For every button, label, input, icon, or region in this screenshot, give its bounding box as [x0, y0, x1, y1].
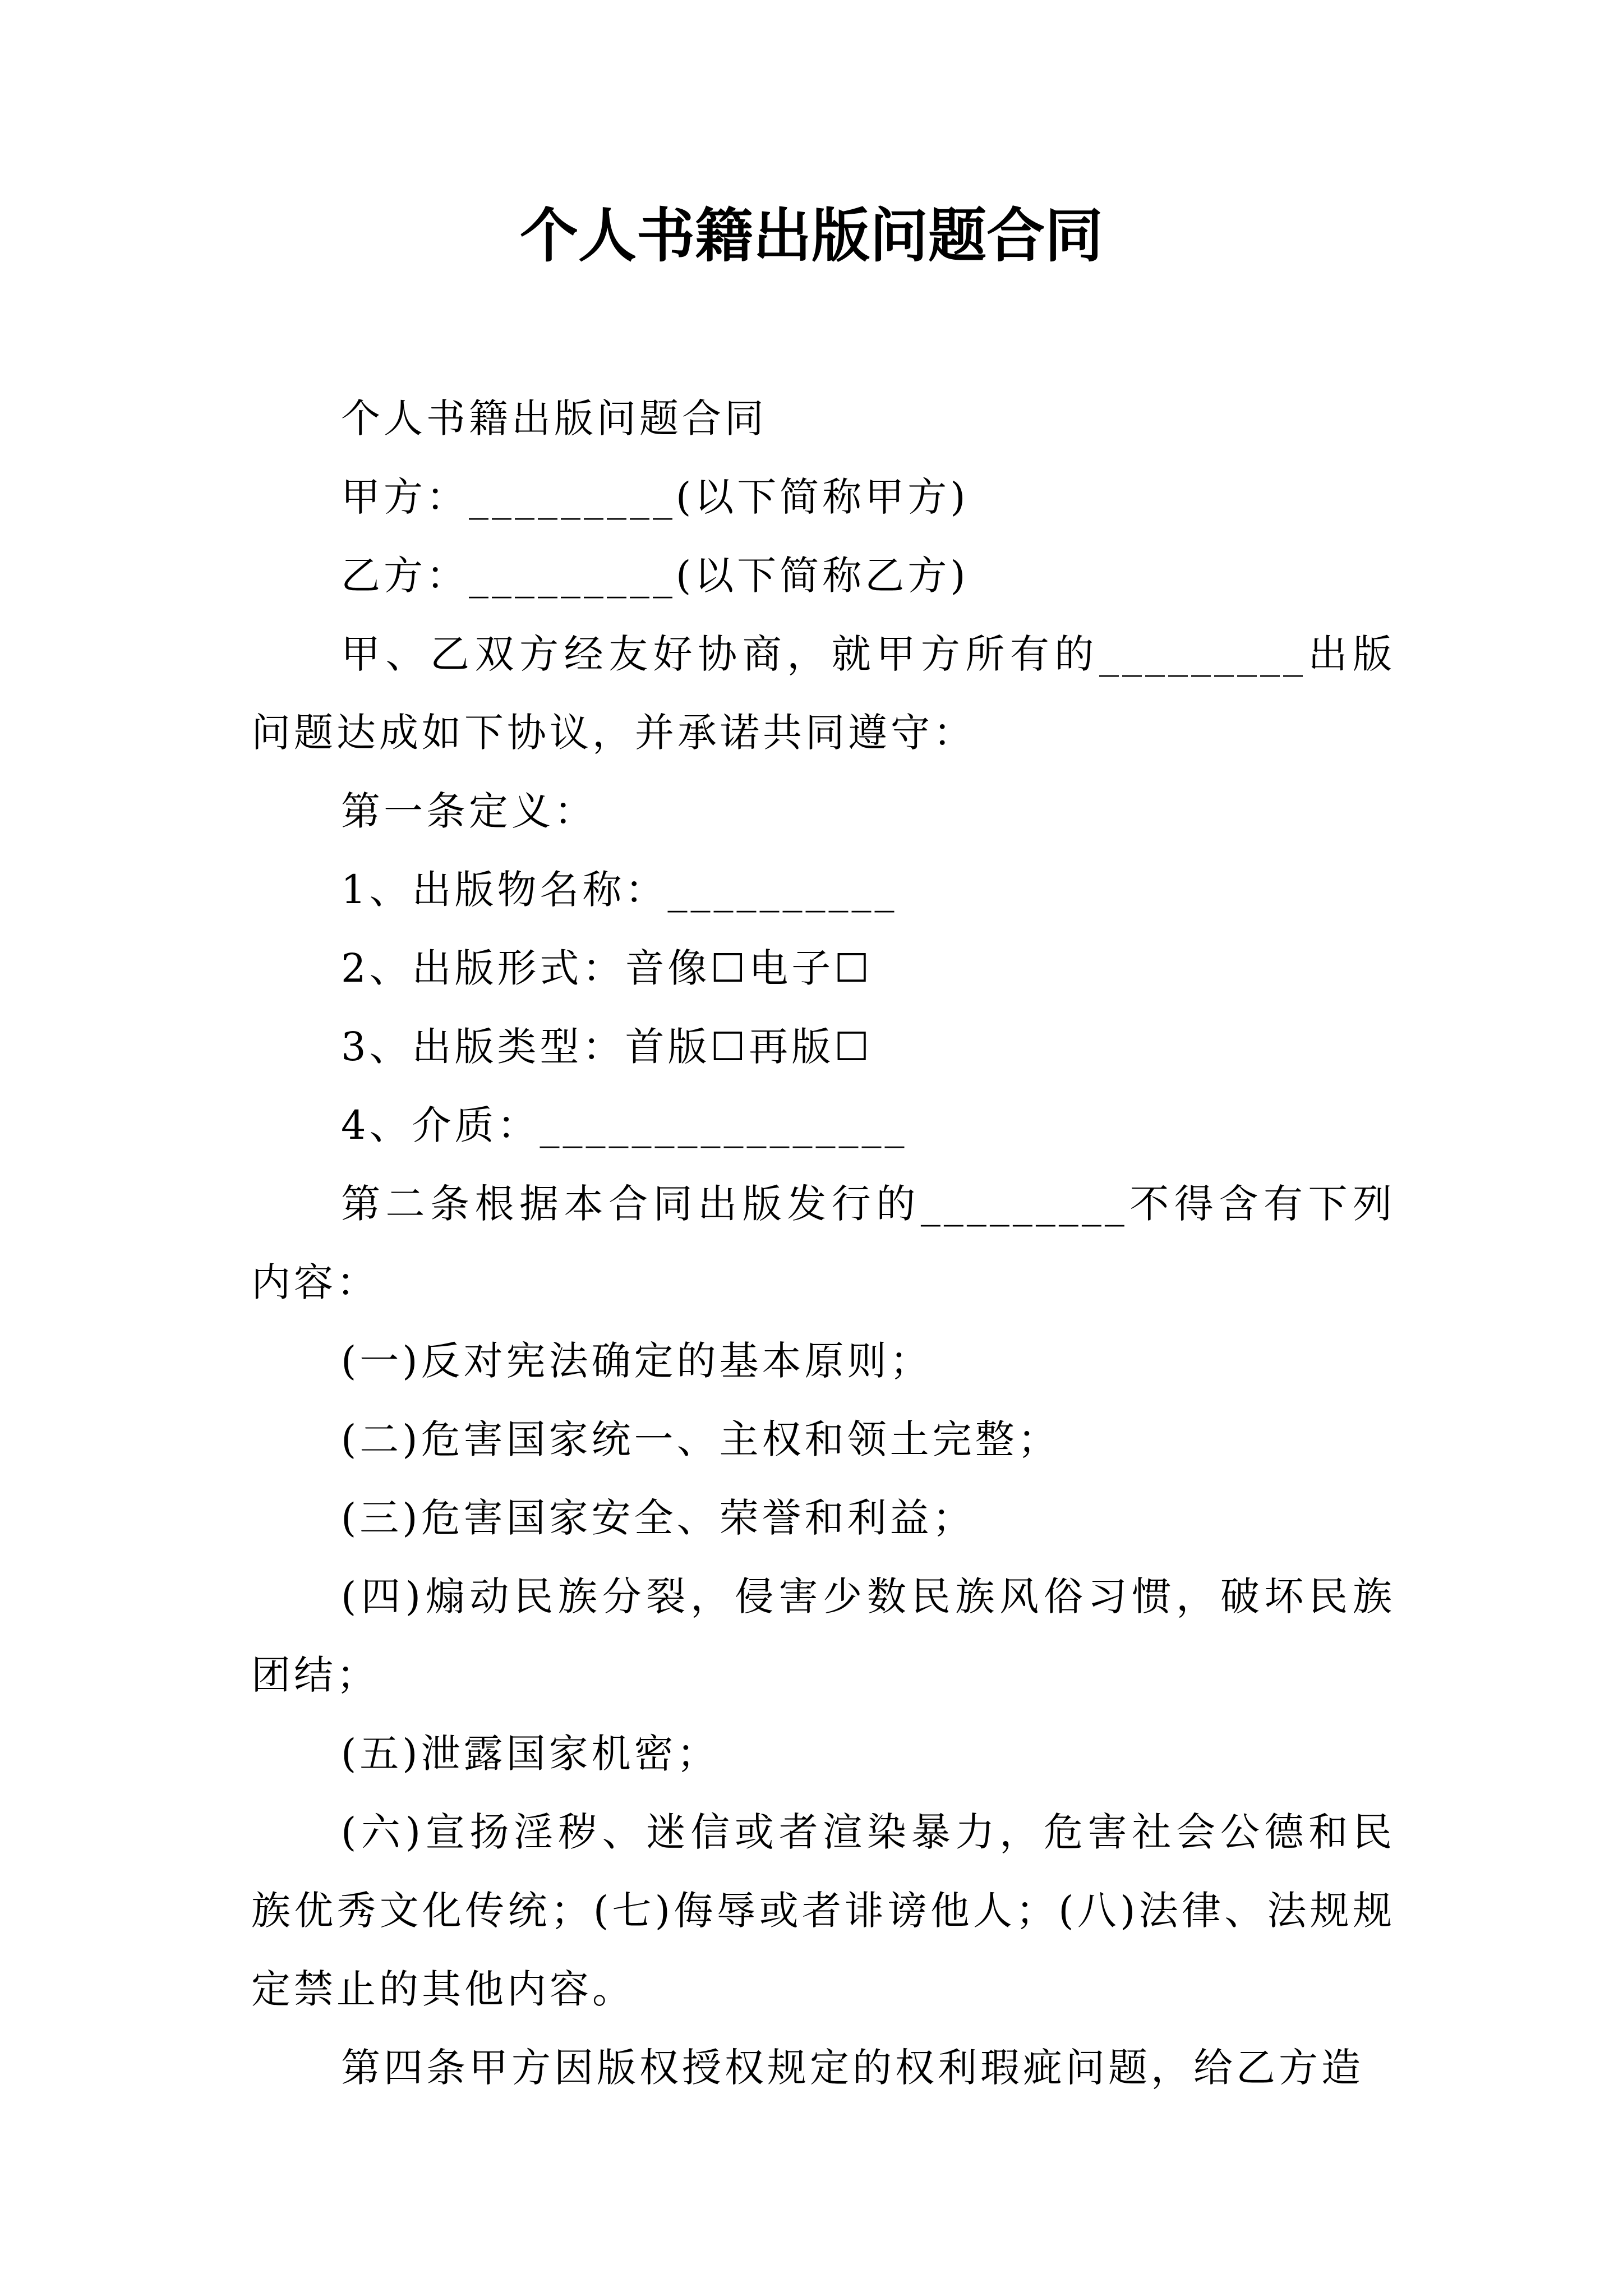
paragraph-clause-5: (五)泄露国家机密； — [341, 1731, 720, 1777]
document-title: 个人书籍出版问题合同 — [519, 201, 1103, 270]
paragraph-item-4: 4、介质：________________ — [341, 1102, 908, 1148]
paragraph-item-3: 3、出版类型：首版☐再版☐ — [341, 1024, 873, 1070]
paragraph-item-2: 2、出版形式：音像☐电子☐ — [341, 945, 873, 991]
paragraph-article-4: 第四条甲方因版权授权规定的权利瑕疵问题，给乙方造 — [341, 2045, 1364, 2091]
paragraph-clause-6: (六)宣扬淫秽、迷信或者渲染暴力，危害社会公德和民族优秀文化传统；(七)侮辱或者诽谤他人；(八)法律、法规规定禁止的其他内容。 — [251, 1809, 1395, 2012]
paragraph-item-1: 1、出版物名称：__________ — [341, 867, 898, 913]
paragraph-party-a: 甲方：_________(以下简称甲方) — [341, 474, 969, 520]
paragraph-party-b: 乙方：_________(以下简称乙方) — [341, 553, 969, 599]
paragraph-clause-3: (三)危害国家安全、荣誉和利益； — [341, 1495, 975, 1541]
document-body — [251, 379, 1395, 2107]
paragraph-clause-4: (四)煽动民族分裂，侵害少数民族风俗习惯，破坏民族团结； — [251, 1573, 1395, 1698]
paragraph-clause-1: (一)反对宪法确定的基本原则； — [341, 1338, 933, 1384]
paragraph-clause-2: (二)危害国家统一、主权和领土完整； — [341, 1416, 1061, 1462]
paragraph-article-2: 第二条根据本合同出版发行的_________不得含有下列内容： — [251, 1181, 1395, 1305]
paragraph-article-1: 第一条定义： — [341, 788, 597, 834]
paragraph-heading: 个人书籍出版问题合同 — [341, 395, 767, 441]
paragraph-preamble: 甲、乙双方经友好协商，就甲方所有的_________出版问题达成如下协议，并承诺共同遵守： — [251, 631, 1395, 756]
